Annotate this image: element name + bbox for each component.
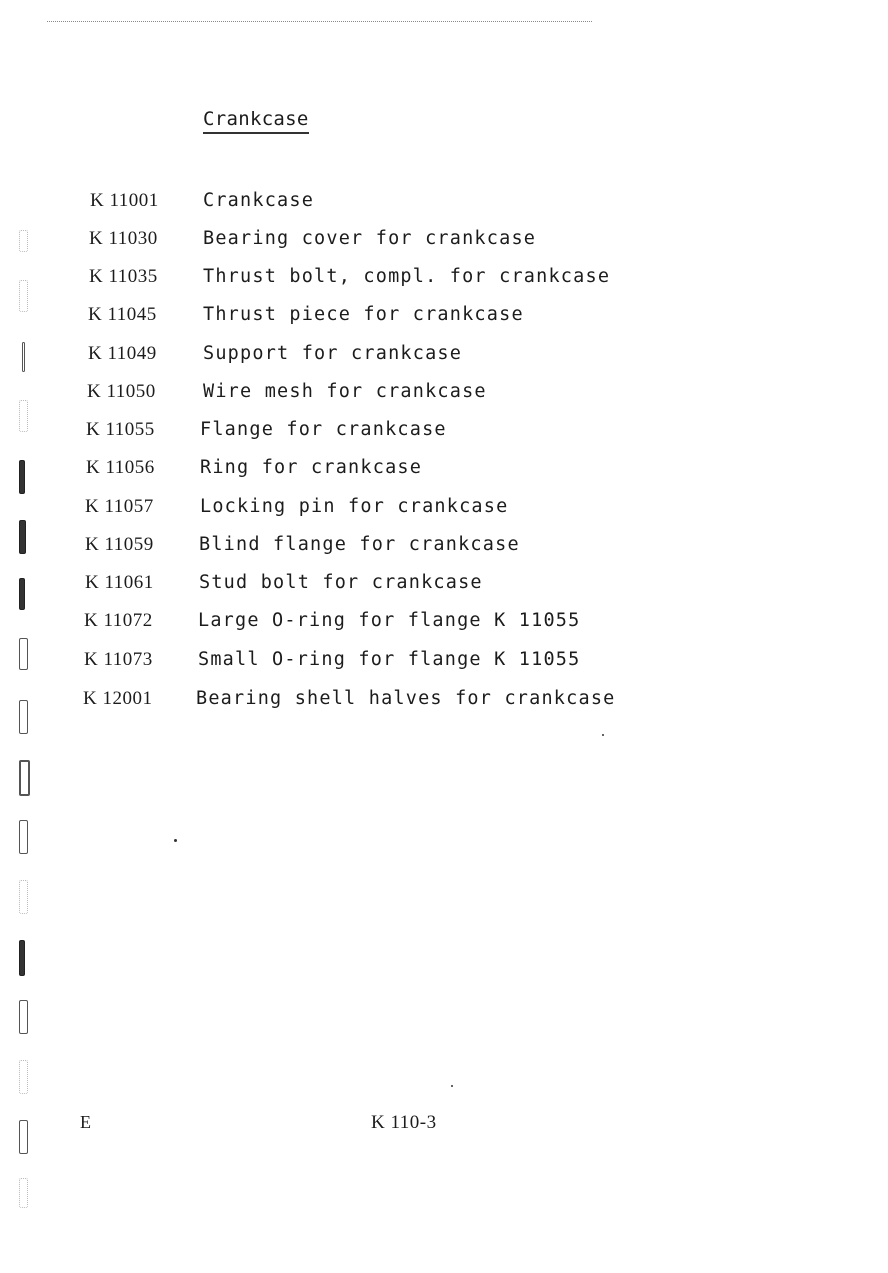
binding-hole — [19, 940, 25, 976]
binding-hole — [19, 880, 28, 914]
part-description: Small O-ring for flange K 11055 — [198, 649, 581, 670]
part-code: K 11073 — [84, 649, 153, 670]
part-code: K 11072 — [84, 610, 153, 631]
part-description: Ring for crankcase — [200, 457, 423, 478]
scan-speck — [451, 1085, 453, 1087]
part-description: Large O-ring for flange K 11055 — [198, 610, 581, 631]
part-code: K 11055 — [86, 419, 155, 440]
part-description: Locking pin for crankcase — [200, 496, 509, 517]
binding-hole — [19, 1120, 28, 1154]
section-title: Crankcase — [203, 107, 309, 134]
part-code: K 11001 — [90, 190, 159, 211]
part-description: Stud bolt for crankcase — [199, 572, 483, 593]
part-description: Crankcase — [203, 190, 315, 211]
part-code: K 11059 — [85, 534, 154, 555]
part-code: K 11061 — [85, 572, 154, 593]
scan-speck — [174, 839, 177, 842]
binding-hole — [19, 1060, 28, 1094]
part-code: K 11030 — [89, 228, 158, 249]
part-description: Thrust bolt, compl. for crankcase — [203, 266, 611, 287]
binding-hole — [19, 1178, 28, 1208]
part-code: K 11035 — [89, 266, 158, 287]
part-code: K 11045 — [88, 304, 157, 325]
part-description: Support for crankcase — [203, 343, 463, 364]
part-description: Flange for crankcase — [200, 419, 447, 440]
binding-hole — [19, 1000, 28, 1034]
part-description: Bearing shell halves for crankcase — [196, 688, 616, 709]
part-code: K 11049 — [88, 343, 157, 364]
footer-language-code: E — [80, 1112, 91, 1132]
part-description: Bearing cover for crankcase — [203, 228, 537, 249]
part-description: Wire mesh for crankcase — [203, 381, 487, 402]
part-description: Blind flange for crankcase — [199, 534, 520, 555]
part-description: Thrust piece for crankcase — [203, 304, 524, 325]
footer-page-number: K 110-3 — [371, 1112, 437, 1133]
part-code: K 11050 — [87, 381, 156, 402]
binding-hole — [19, 760, 30, 796]
binding-hole — [19, 820, 28, 854]
part-code: K 12001 — [83, 688, 153, 709]
part-code: K 11057 — [85, 496, 154, 517]
part-code: K 11056 — [86, 457, 155, 478]
